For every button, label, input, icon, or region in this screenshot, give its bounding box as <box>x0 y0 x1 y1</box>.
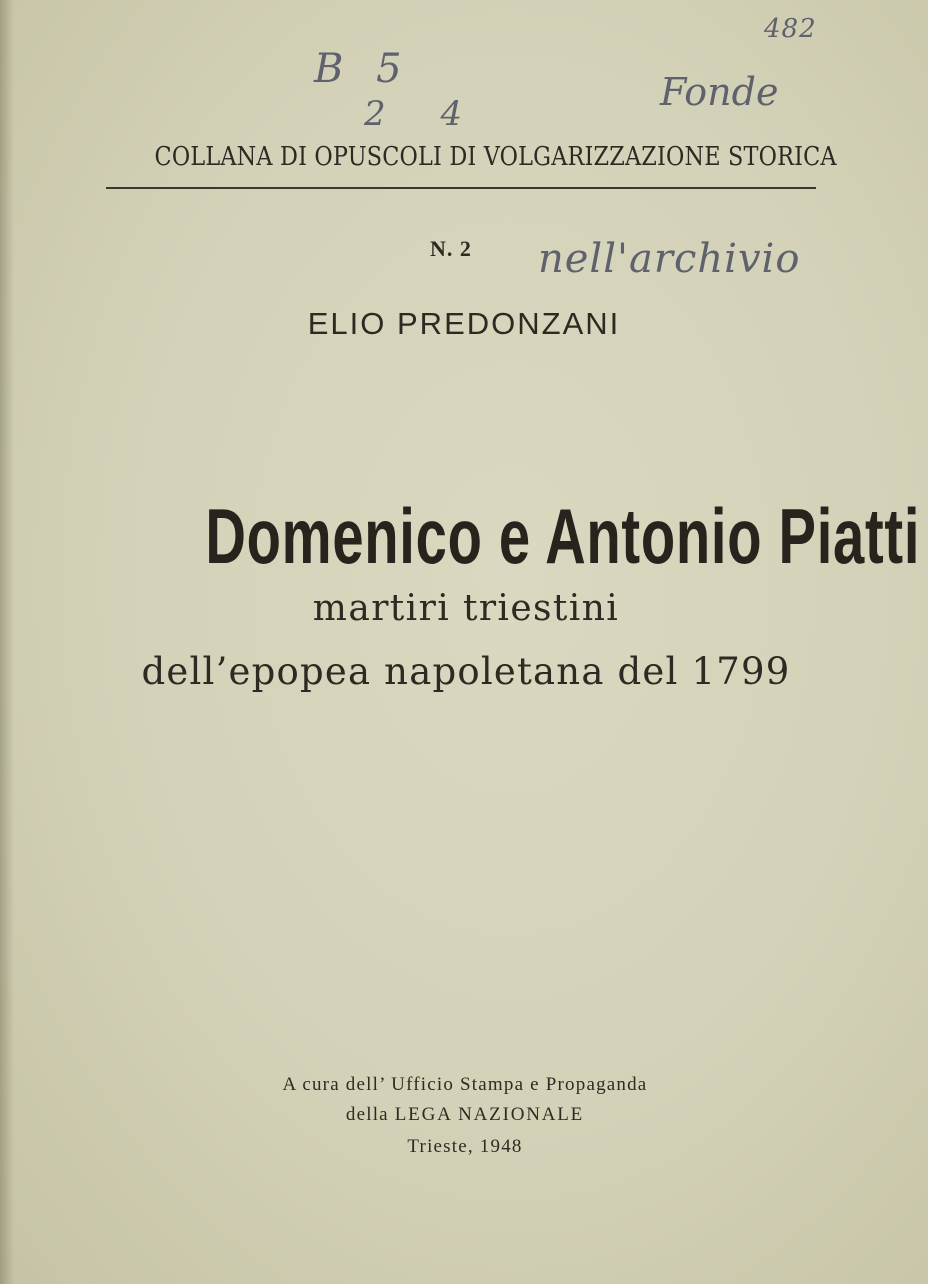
page-edge-shadow <box>0 0 14 1284</box>
imprint-prefix: della <box>345 1104 389 1125</box>
handwritten-note: nell'archivio <box>538 236 801 282</box>
handwritten-shelfmark-top: B 5 <box>314 46 412 92</box>
imprint-place-date: Trieste, 1948 <box>407 1136 523 1157</box>
imprint-line-1: A cura dell’ Ufficio Stampa e Propaganda <box>282 1074 648 1095</box>
imprint-line-2 <box>220 1104 710 1126</box>
handwritten-fonde: Fonde <box>660 70 779 114</box>
subtitle-line-1: martiri triestini <box>312 588 620 629</box>
subtitle-line-2: dell’epopea napoletana del 1799 <box>141 650 791 693</box>
publisher-name: LEGA NAZIONALE <box>394 1104 585 1125</box>
series-title: COLLANA DI OPUSCOLI DI VOLGARIZZAZIONE STORICA <box>154 142 837 172</box>
handwritten-shelfmark-bottom: 2 4 <box>364 94 485 134</box>
handwritten-number: 482 <box>764 14 817 44</box>
divider-rule <box>106 187 816 189</box>
author-name: ELIO PREDONZANI <box>307 306 621 341</box>
book-title: Domenico e Antonio Piatti <box>205 492 921 580</box>
issue-number: N. 2 <box>430 236 472 261</box>
